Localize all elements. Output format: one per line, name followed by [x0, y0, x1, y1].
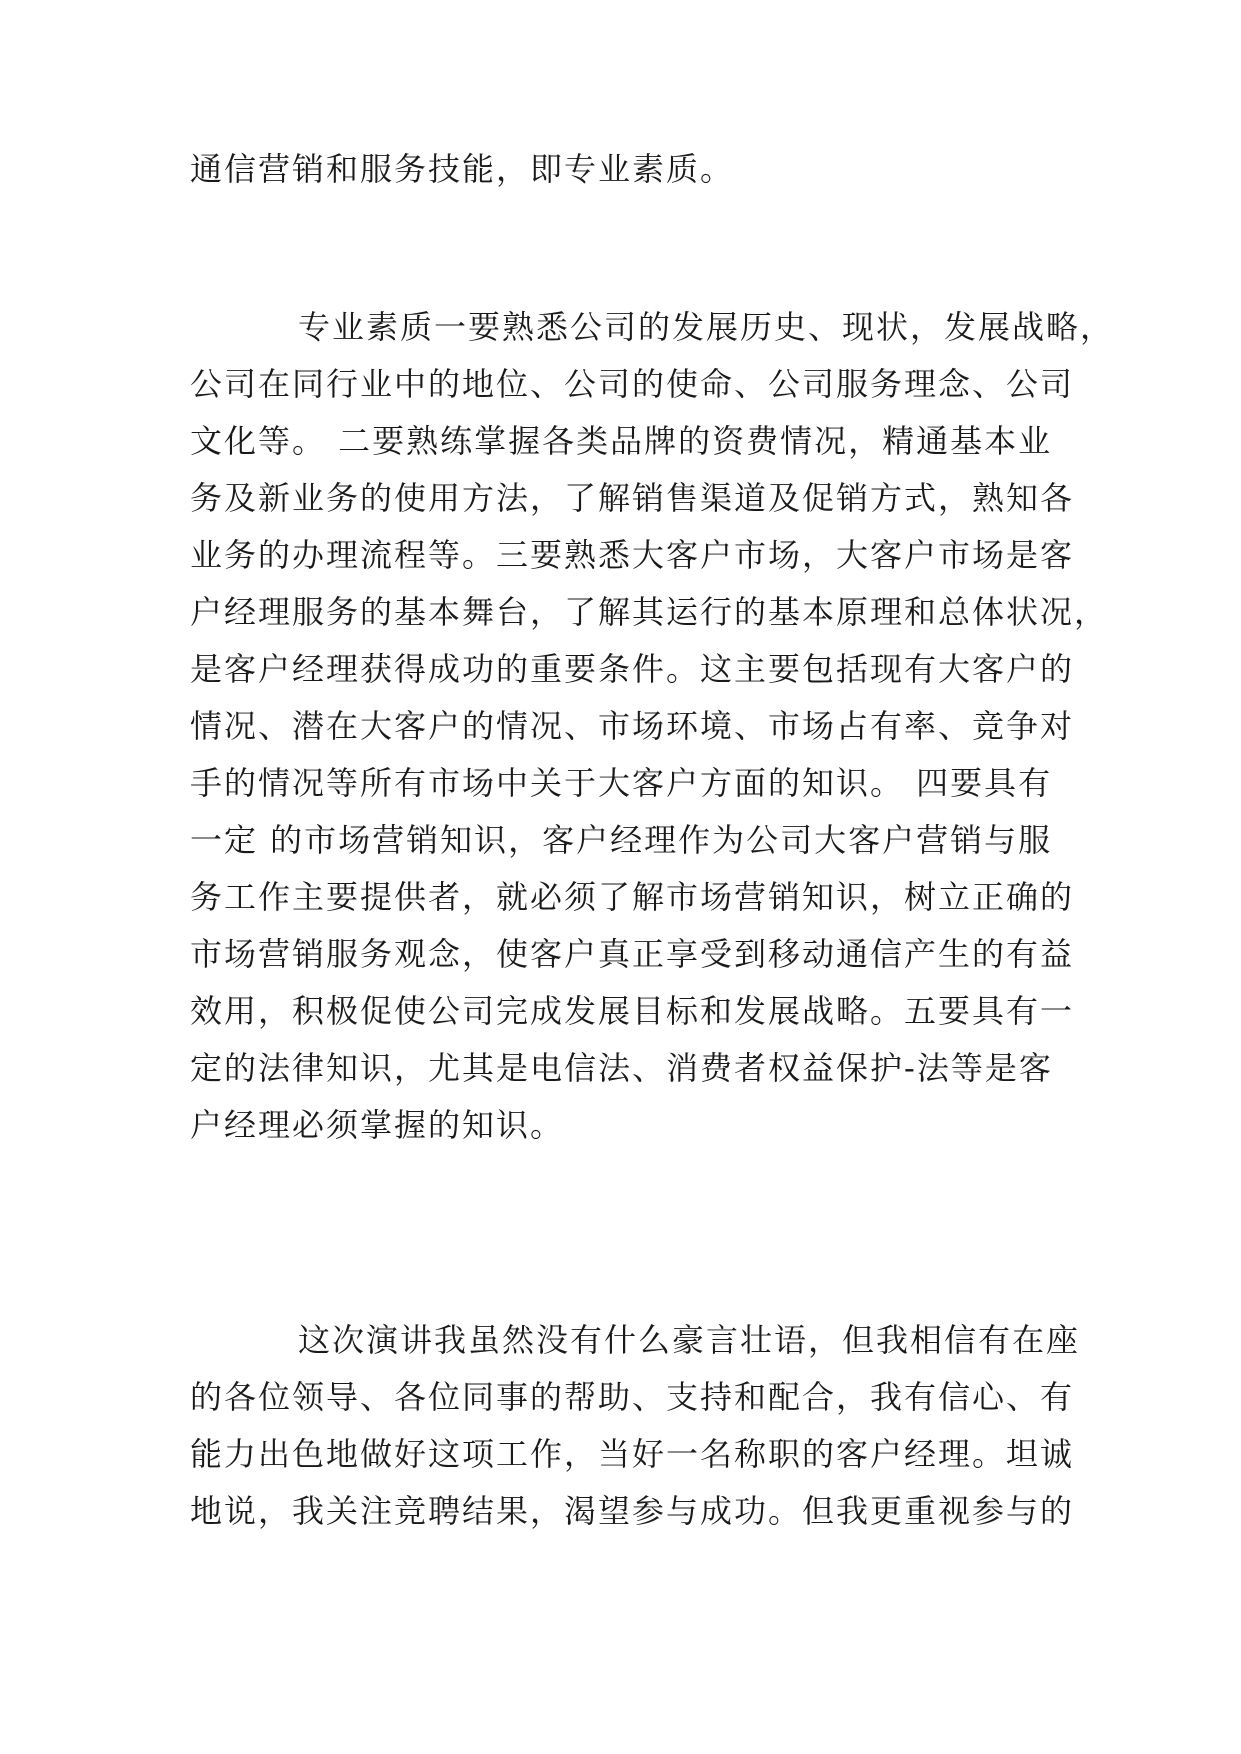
- paragraph-2-line-15: 户经理必须掌握的知识。: [190, 1106, 565, 1144]
- paragraph-2-line-8: 情况、潜在大客户的情况、市场环境、市场占有率、竞争对: [190, 707, 1075, 745]
- paragraph-2-line-3: 文化等。 二要熟练掌握各类品牌的资费情况，精通基本业: [190, 422, 1053, 460]
- paragraph-2-line-10: 一定 的市场营销知识，客户经理作为公司大客户营销与服: [190, 821, 1053, 859]
- paragraph-3-line-2: 的各位领导、各位同事的帮助、支持和配合，我有信心、有: [190, 1378, 1075, 1416]
- paragraph-2-line-4: 务及新业务的使用方法，了解销售渠道及促销方式，熟知各: [190, 479, 1075, 517]
- paragraph-3-line-4: 地说，我关注竞聘结果，渴望参与成功。但我更重视参与的: [190, 1492, 1075, 1530]
- paragraph-2-line-5: 业务的办理流程等。三要熟悉大客户市场，大客户市场是客: [190, 536, 1075, 574]
- paragraph-2-line-14: 定的法律知识，尤其是电信法、消费者权益保护-法等是客: [190, 1049, 1053, 1087]
- paragraph-2-line-13: 效用，积极促使公司完成发展目标和发展战略。五要具有一: [190, 992, 1075, 1030]
- paragraph-3-line-3: 能力出色地做好这项工作，当好一名称职的客户经理。坦诚: [190, 1435, 1075, 1473]
- paragraph-2-line-11: 务工作主要提供者，就必须了解市场营销知识，树立正确的: [190, 878, 1075, 916]
- paragraph-2-line-1: 专业素质一要熟悉公司的发展历史、现状，发展战略，: [298, 308, 1115, 346]
- paragraph-2-line-9: 手的情况等所有市场中关于大客户方面的知识。 四要具有: [190, 764, 1053, 802]
- paragraph-2-line-7: 是客户经理获得成功的重要条件。这主要包括现有大客户的: [190, 650, 1075, 688]
- paragraph-3-line-1: 这次演讲我虽然没有什么豪言壮语，但我相信有在座: [298, 1321, 1081, 1359]
- paragraph-2-line-12: 市场营销服务观念，使客户真正享受到移动通信产生的有益: [190, 935, 1075, 973]
- paragraph-1-line-1: 通信营销和服务技能，即专业素质。: [190, 150, 735, 188]
- paragraph-2-line-6: 户经理服务的基本舞台，了解其运行的基本原理和总体状况，: [190, 593, 1109, 631]
- paragraph-2-line-2: 公司在同行业中的地位、公司的使命、公司服务理念、公司: [190, 365, 1075, 403]
